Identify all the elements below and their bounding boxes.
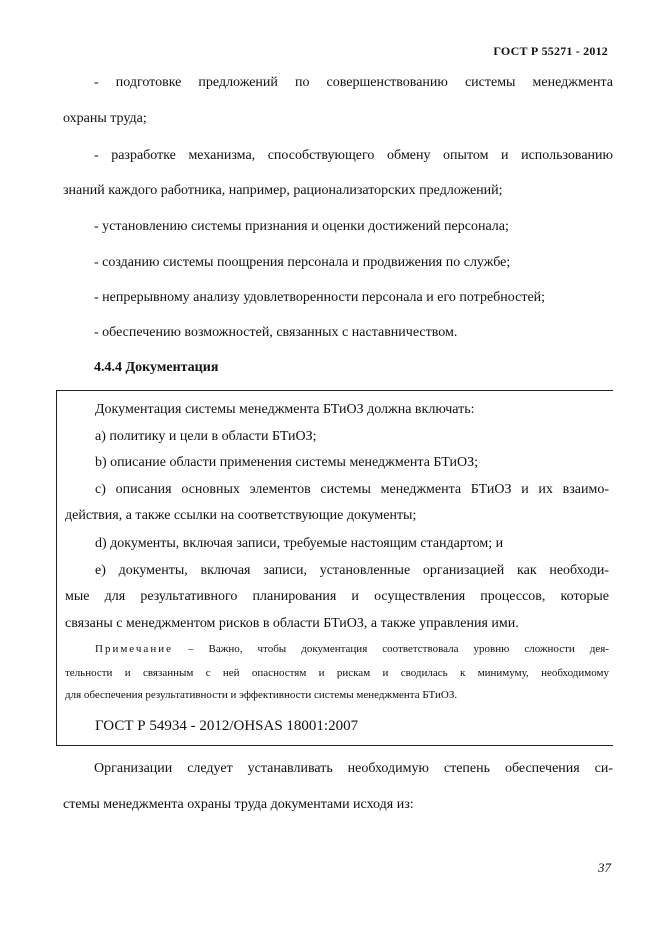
closing-paragraph-cont: стемы менеджмента охраны труда документами исходя из: — [63, 797, 414, 812]
box-item-e-cont2: связаны с менеджментом рисков в области БТиОЗ, а также управления ими. — [65, 616, 519, 631]
closing-paragraph: Организации следует устанавливать необходимую степень обеспечения си- — [94, 761, 613, 776]
document-header: ГОСТ Р 55271 - 2012 — [493, 44, 608, 58]
box-item-e-cont1: мые для результативного планирования и осуществления процессов, которые — [65, 589, 609, 604]
box-item-b: b) описание области применения системы менеджмента БТиОЗ; — [95, 455, 478, 470]
list-item-rewards: - созданию системы поощрения персонала и продвижения по службе; — [94, 255, 511, 270]
section-heading: 4.4.4 Документация — [94, 360, 219, 375]
box-item-c-cont: действия, а также ссылки на соответствующие документы; — [65, 508, 417, 523]
note-line-3: для обеспечения результативности и эффективности системы менеджмента БТиОЗ. — [65, 689, 458, 701]
box-item-a: a) политику и цели в области БТиОЗ; — [95, 429, 317, 444]
list-item-mechanism: - разработке механизма, способствующего обмену опытом и использованию — [94, 148, 613, 163]
box-item-d: d) документы, включая записи, требуемые настоящим стандартом; и — [95, 536, 504, 551]
box-item-e: e) документы, включая записи, установленные организацией как необходи- — [95, 563, 609, 578]
note-text: – Важно, чтобы документация соответствовала уровню сложности дея- — [172, 643, 609, 655]
list-item-recognition: - установлению системы признания и оценки достижений персонала; — [94, 219, 509, 234]
page-number: 37 — [598, 860, 611, 875]
list-item-proposals-cont: охраны труда; — [63, 111, 147, 126]
list-item-satisfaction: - непрерывному анализу удовлетворенности персонала и его потребностей; — [94, 290, 546, 305]
note-line-2: тельности и связанным с ней опасностям и рискам и сводилась к минимуму, необходимому — [65, 667, 609, 679]
source-standard-reference: ГОСТ Р 54934 - 2012/OHSAS 18001:2007 — [95, 718, 359, 734]
list-item-mentoring: - обеспечению возможностей, связанных с наставничеством. — [94, 325, 458, 340]
list-item-proposals: - подготовке предложений по совершенствованию системы менеджмента — [94, 75, 613, 90]
box-item-c: c) описания основных элементов системы менеджмента БТиОЗ и их взаимо- — [95, 482, 609, 497]
quoted-requirement-box — [56, 390, 613, 746]
note-first-line — [95, 642, 609, 656]
note-label: Примечание — [95, 643, 173, 655]
list-item-mechanism-cont: знаний каждого работника, например, рационализаторских предложений; — [63, 183, 503, 198]
box-lead-text: Документация системы менеджмента БТиОЗ должна включать: — [95, 402, 475, 417]
